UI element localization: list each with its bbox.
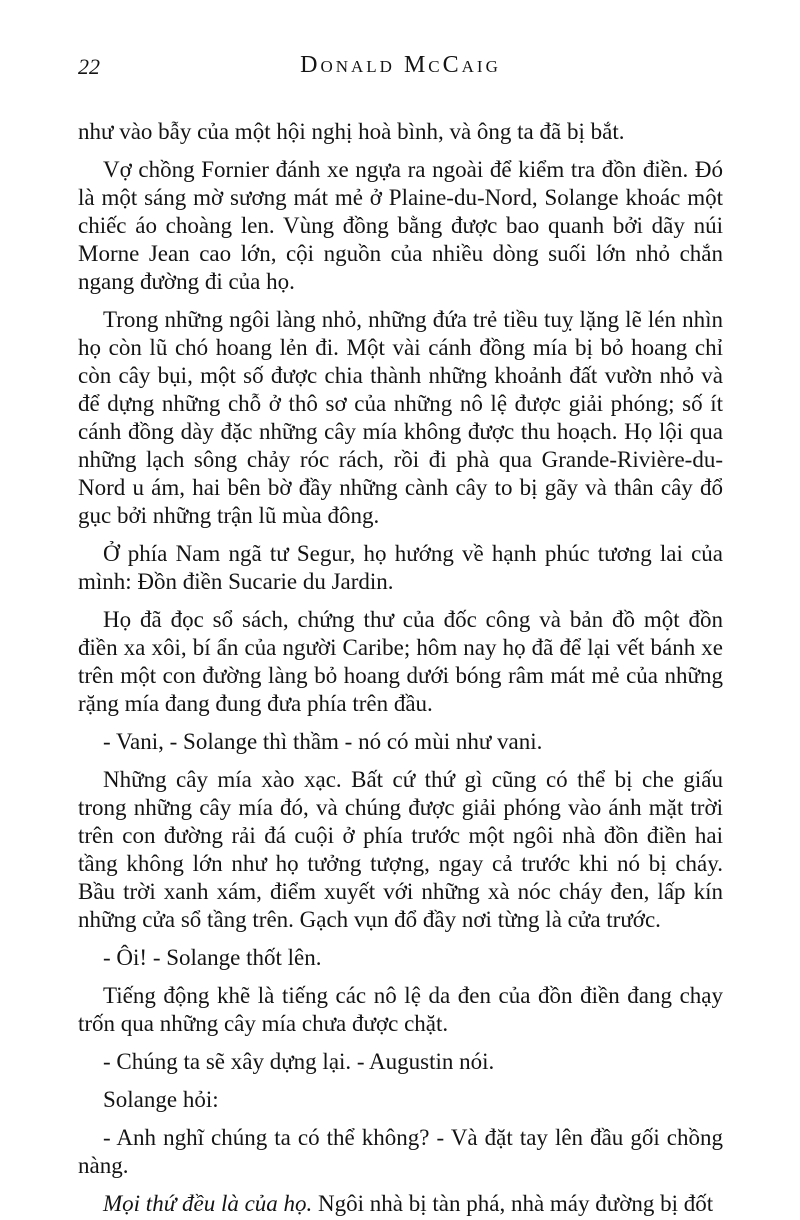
paragraph: Họ đã đọc sổ sách, chứng thư của đốc công và bản đồ một đồn điền xa xôi, bí ẩn của người Caribe; hôm nay họ đã để lại vết bánh xe trên một con đường làng bỏ hoang dưới bóng râm mát mẻ của những rặng mía đang đung đưa phía trên đầu.	[78, 607, 723, 716]
page-header	[78, 52, 723, 86]
paragraph: Ở phía Nam ngã tư Segur, họ hướng về hạnh phúc tương lai của mình: Đồn điền Sucarie du Jardin.	[78, 541, 723, 594]
italic-phrase: Mọi thứ đều là của họ.	[103, 1191, 313, 1216]
paragraph: Những cây mía xào xạc. Bất cứ thứ gì cũng có thể bị che giấu trong những cây mía đó, và chúng được giải phóng vào ánh mặt trời trên con đường rải đá cuội ở phía trước một ngôi nhà đồn điền hai tầng không lớn như họ tưởng tượng, ngay cả trước khi nó bị cháy. Bầu trời xanh xám, điểm xuyết với những xà nóc cháy đen, lấp kín những cửa sổ tầng trên. Gạch vụn đổ đầy nơi từng là cửa trước.	[78, 767, 723, 932]
paragraph: Solange hỏi:	[103, 1087, 219, 1112]
running-head-author: Donald McCaig	[300, 52, 501, 78]
paragraph: như vào bẫy của một hội nghị hoà bình, và ông ta đã bị bắt.	[78, 119, 625, 144]
dialogue-line: - Ôi! - Solange thốt lên.	[103, 945, 322, 970]
dialogue-line: - Chúng ta sẽ xây dựng lại. - Augustin nói.	[103, 1049, 495, 1074]
paragraph: Tiếng động khẽ là tiếng các nô lệ da đen của đồn điền đang chạy trốn qua những cây mía chưa được chặt.	[78, 983, 723, 1036]
body-text	[78, 118, 723, 1218]
paragraph-text: Ngôi nhà bị tàn phá, nhà máy đường bị đốt	[312, 1191, 714, 1216]
paragraph: Vợ chồng Fornier đánh xe ngựa ra ngoài để kiểm tra đồn điền. Đó là một sáng mờ sương mát mẻ ở Plaine-du-Nord, Solange khoác một chiếc áo choàng len. Vùng đồng bằng được bao quanh bởi dãy núi Morne Jean cao lớn, cội nguồn của nhiều dòng suối lớn nhỏ chắn ngang đường đi của họ.	[78, 157, 723, 294]
dialogue-line: - Anh nghĩ chúng ta có thể không? - Và đặt tay lên đầu gối chồng nàng.	[78, 1125, 723, 1178]
paragraph	[78, 1190, 723, 1218]
dialogue-line: - Vani, - Solange thì thầm - nó có mùi như vani.	[103, 729, 543, 754]
paragraph: Trong những ngôi làng nhỏ, những đứa trẻ tiều tuỵ lặng lẽ lén nhìn họ còn lũ chó hoang lẻn đi. Một vài cánh đồng mía bị bỏ hoang chỉ còn cây bụi, một số được chia thành những khoảnh đất vườn nhỏ và để dựng những chỗ ở thô sơ của những nô lệ được giải phóng; số ít cánh đồng dày đặc những cây mía không được thu hoạch. Họ lội qua những lạch sông chảy róc rách, rồi đi phà qua Grande-Rivière-du-Nord u ám, hai bên bờ đầy những cành cây to bị gãy và thân cây đổ gục bởi những trận lũ mùa đông.	[78, 307, 723, 528]
page-number: 22	[78, 54, 100, 79]
